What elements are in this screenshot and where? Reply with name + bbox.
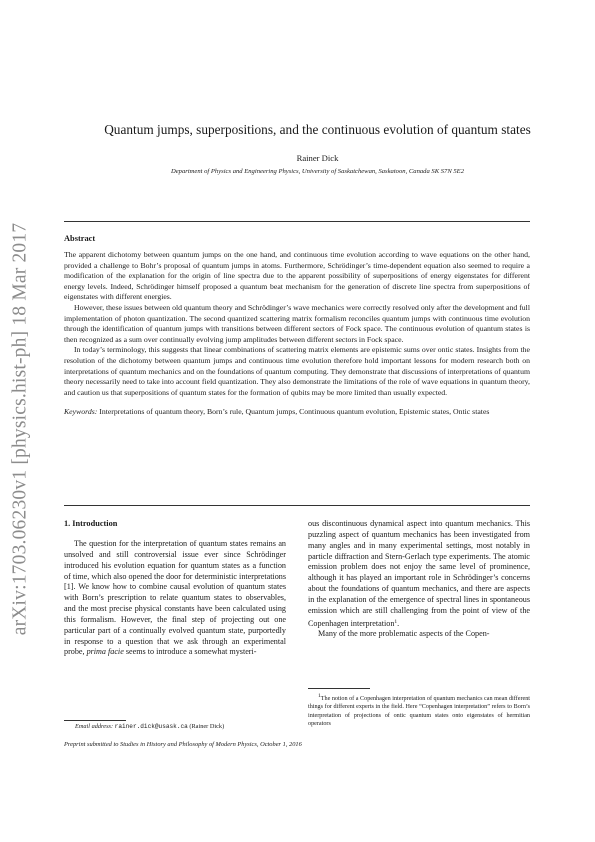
left-column — [64, 519, 286, 658]
abstract-paragraph-1: The apparent dichotomy between quantum jumps on the one hand, and continuous time evolution according to wave equations on the other hand, provided a challenge to Bohr’s proposal of quantum jumps in atoms. Furthermore, Schrödinger’s time-dependent equation also seemed to require a modification of the explanation for the origin of line spectra due to the apparent possibility of superpositions of energy eigenstates for different energy levels. Indeed, Schrödinger himself proposed a quantum beat mechanism for the generation of discrete line spectra from superpositions of eigenstates with different energies. — [64, 250, 530, 302]
footnote-reference[interactable]: 1 — [394, 618, 398, 625]
arxiv-identifier: arXiv:1703.06230v1 [physics.hist-ph] 18 Mar 2017 — [9, 222, 30, 636]
intro-paragraph-1-continued — [308, 519, 530, 629]
footnote-text: The notion of a Copenhagen interpretation of quantum mechanics can mean different things for different experts in the field. Here “Copenhagen interpretation” refers to Born’s interpretation of projections of ontic quantum states onto eigenstates of hermitian operators — [308, 696, 530, 728]
intro-right-text: ous discontinuous dynamical aspect into quantum mechanics. This puzzling aspect of quantum mechanics has been investigated from many angles and in many experimental settings, most notably in particle diffraction and Stern-Gerlach type experiments. The atomic emission problem does not enjoy the same level of prominence, although it has played an important role in Schrödinger’s concerns about the foundations of quantum mechanics, and there are aspects in the explanation of the emergence of spectral lines in spontaneous emission which are still challenging from the point of view of the Copenhagen interpretation — [308, 519, 530, 628]
intro-text-italic: prima facie — [86, 647, 124, 657]
keywords — [64, 407, 530, 418]
email-line — [75, 723, 224, 730]
abstract-paragraph-3: In today’s terminology, this suggests that linear combinations of scattering matrix elements are epistemic sums over ontic states. Insights from the resolution of the dichotomy between quantum jumps and continuous time evolution therefore hold important lessons for modern research both on interpretations of quantum mechanics and on the foundations of quantum computing. They demonstrate that discussions of interpretations of quantum theory necessarily need to take into account field quantization. They also demonstrate the limitations of the role of wave equations in quantum theory, and caution us that superpositions of quantum states for the formation of qubits may be more limited than usually expected. — [64, 345, 530, 397]
right-column — [308, 519, 530, 640]
author-name: Rainer Dick — [296, 153, 339, 163]
abstract-paragraph-2: However, these issues between old quantum theory and Schrödinger’s wave mechanics were correctly resolved only after the development and full implementation of photon quantization. The second quantized scattering matrix formalism reconciles quantum jumps with continuous time evolution through the identification of quantum jumps with transitions between different sectors of Fock space. The continuous evolution of quantum states is then recognized as a sum over continually evolving jump amplitudes between different sectors in Fock space. — [64, 302, 530, 344]
footnote-mark: 1 — [318, 693, 321, 699]
preprint-notice: Preprint submitted to Studies in History and Philosophy of Modern Physics, October 1, 2016 — [64, 741, 302, 748]
email-address[interactable]: rainer.dick@usask.ca — [114, 723, 188, 730]
footnote — [308, 692, 530, 729]
keywords-text: Interpretations of quantum theory, Born’s rule, Quantum jumps, Continuous quantum evolution, Epistemic states, Ontic states — [99, 407, 490, 417]
intro-text-b: seems to introduce a somewhat mysteri- — [123, 647, 257, 657]
author-affiliation: Department of Physics and Engineering Physics, University of Saskatchewan, Saskatoon, Canada SK S7N 5E2 — [170, 168, 465, 175]
abstract-heading: Abstract — [64, 234, 96, 243]
section-heading: 1. Introduction — [64, 519, 118, 528]
abstract-bottom-rule — [64, 505, 530, 506]
email-rule — [64, 720, 126, 721]
arxiv-stamp — [2, 206, 38, 652]
abstract-block — [64, 234, 530, 418]
intro-text-a: The question for the interpretation of quantum states remains an unsolved and still controversial issue ever since Schrödinger introduced his evolution equation for quantum states as a function of time, which also opened the door for deterministic interpretations [1]. We know how to combine causal evolution of quantum states with Born’s prescription to relate quantum states to observables, and the most precise physical constants have been calculated using this formalism. However, the final step of projecting out one particular part of a continually evolved quantum state, purportedly in response to a question that we ask through an experimental probe, — [64, 539, 286, 657]
intro-paragraph-2: Many of the more problematic aspects of the Copen- — [318, 629, 490, 639]
keywords-label: Keywords: — [64, 407, 98, 417]
intro-paragraph-1 — [64, 539, 286, 658]
email-label: Email address: — [75, 723, 114, 730]
intro-right-end: . — [397, 618, 400, 628]
footnote-rule — [308, 688, 370, 689]
email-name: (Rainer Dick) — [189, 723, 225, 730]
paper-title: Quantum jumps, superpositions, and the continuous evolution of quantum states — [104, 122, 531, 137]
abstract-top-rule — [64, 221, 530, 222]
